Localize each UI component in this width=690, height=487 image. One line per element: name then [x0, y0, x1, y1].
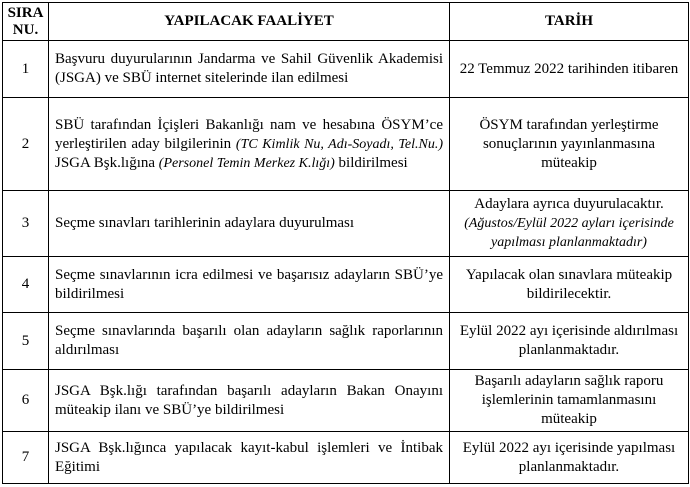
- row-number: 1: [3, 41, 49, 98]
- table-row: [3, 257, 689, 313]
- row-number: 6: [3, 370, 49, 432]
- header-tarih: TARİH: [450, 3, 689, 41]
- row-number: 7: [3, 432, 49, 484]
- activity-text: JSGA Bşk.lığına: [55, 154, 159, 171]
- row-number: 3: [3, 191, 49, 257]
- activity-text: bildirilmesi: [334, 154, 408, 171]
- date-note: (Ağustos/Eylül 2022 ayları içerisinde yapılması planlanmaktadır): [464, 216, 674, 250]
- row-date: 22 Temmuz 2022 tarihinden itibaren: [450, 41, 689, 98]
- activity-note: (Personel Temin Merkez K.lığı): [158, 155, 335, 171]
- row-activity: JSGA Bşk.lığınca yapılacak kayıt-kabul işlemleri ve İntibak Eğitimi: [49, 432, 450, 484]
- header-row: [3, 3, 689, 41]
- table-row: [3, 98, 689, 191]
- activity-text: SBÜ tarafından İçişleri Bakanlığı nam ve hesabına ÖSYM’ce yerleştirilen aday bilgilerinin: [55, 116, 443, 152]
- row-number: 2: [3, 98, 49, 191]
- row-date: Başarılı adayların sağlık raporu işlemlerinin tamamlanmasını müteakip: [450, 370, 689, 432]
- row-activity: Seçme sınavları tarihlerinin adaylara duyurulması: [49, 191, 450, 257]
- table-row: [3, 432, 689, 484]
- activity-note: (TC Kimlik Nu, Adı-Soyadı, Tel.Nu.): [235, 136, 443, 152]
- table-row: [3, 313, 689, 370]
- row-date: Yapılacak olan sınavlara müteakip bildirilecektir.: [450, 257, 689, 313]
- date-text: Adaylara ayrıca duyurulacaktır.: [474, 196, 664, 212]
- table-row: [3, 370, 689, 432]
- table-row: [3, 191, 689, 257]
- header-yapilacak-faaliyet: YAPILACAK FAALİYET: [49, 3, 450, 41]
- row-date: Eylül 2022 ayı içerisinde yapılması planlanmaktadır.: [450, 432, 689, 484]
- table-row: [3, 41, 689, 98]
- row-date: [450, 191, 689, 257]
- header-sira-nu: SIRA NU.: [3, 3, 49, 41]
- row-date: ÖSYM tarafından yerleştirme sonuçlarının yayınlanmasına müteakip: [450, 98, 689, 191]
- row-activity: JSGA Bşk.lığı tarafından başarılı adayların Bakan Onayını müteakip ilanı ve SBÜ’ye bildirilmesi: [49, 370, 450, 432]
- row-activity: Başvuru duyurularının Jandarma ve Sahil Güvenlik Akademisi (JSGA) ve SBÜ internet sitelerinde ilan edilmesi: [49, 41, 450, 98]
- row-activity: Seçme sınavlarının icra edilmesi ve başarısız adayların SBÜ’ye bildirilmesi: [49, 257, 450, 313]
- row-number: 4: [3, 257, 49, 313]
- schedule-table: [2, 2, 689, 484]
- row-activity: Seçme sınavlarında başarılı olan adayların sağlık raporlarının aldırılması: [49, 313, 450, 370]
- row-number: 5: [3, 313, 49, 370]
- row-activity: [49, 98, 450, 191]
- row-date: Eylül 2022 ayı içerisinde aldırılması planlanmaktadır.: [450, 313, 689, 370]
